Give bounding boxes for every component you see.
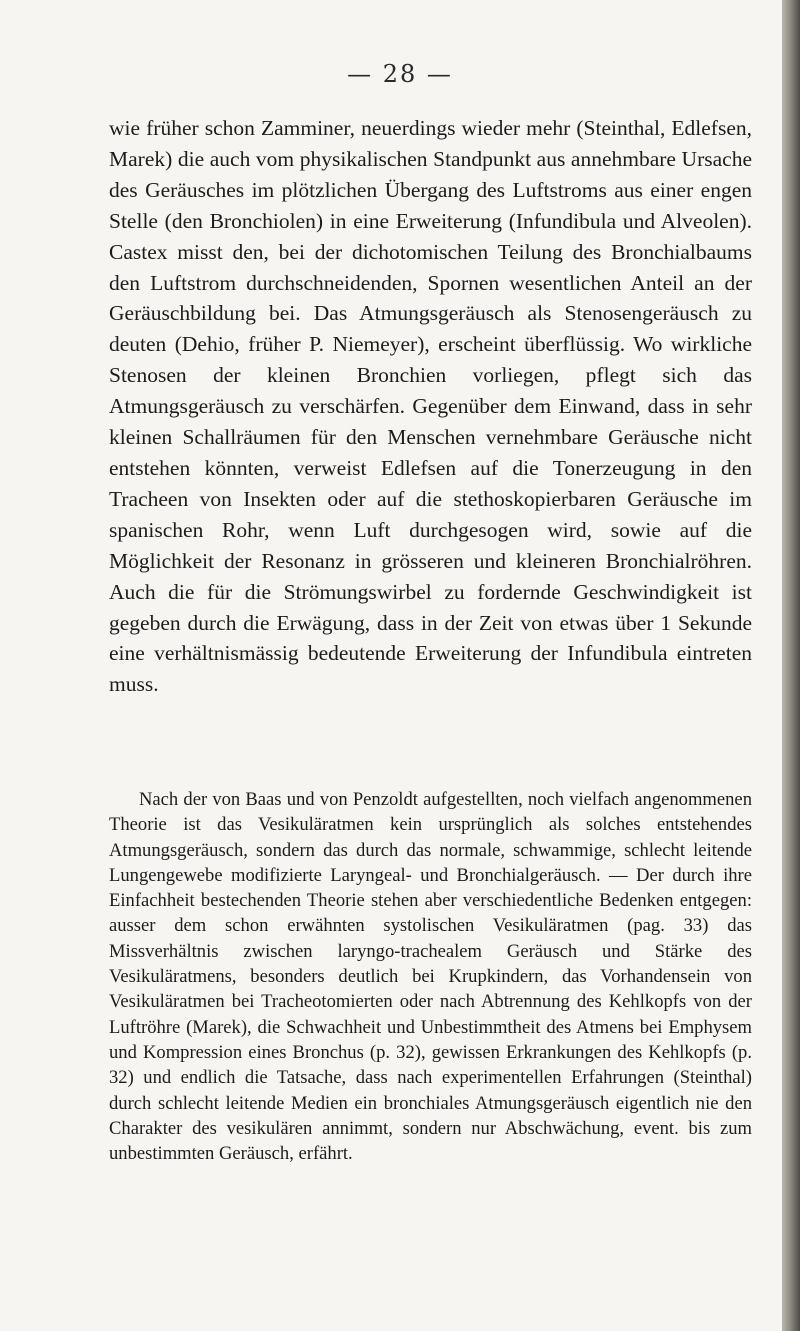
paragraph-2: Nach der von Baas und von Penzoldt aufgestellten, noch vielfach angenommenen Theorie ist das Vesikuläratmen kein ursprünglich als solches entstehendes Atmungsgeräusch, sondern das durch das normale, schwammige, schlecht leitende Lungengewebe modifizierte Laryngeal- und Bronchialgeräusch. — Der durch ihre Einfachheit bestechenden Theorie stehen aber verschiedentliche Bedenken entgegen: ausser dem schon erwähnten systolischen Vesikuläratmen (pag. 33) das Missverhältnis zwischen laryngo-trachealem Geräusch und Stärke des Vesikuläratmens, besonders deutlich bei Krupkindern, das Vorhandensein von Vesikuläratmen bei Tracheotomierten oder nach Abtrennung des Kehlkopfs von der Luftröhre (Marek), die Schwachheit und Unbestimmtheit des Atmens bei Emphysem und Kompression eines Bronchus (p. 32), gewissen Erkrankungen des Kehlkopfs (p. 32) und endlich die Tatsache, dass nach experimentellen Erfahrungen (Steinthal) durch schlecht leitende Medien ein bronchiales Atmungsgeräusch eigentlich nie den Charakter des vesikulären annimmt, sondern nur Abschwächung, event. bis zum unbestimmten Geräusch, erfährt. [109, 789, 752, 1165]
page-number: — 28 — [347, 60, 453, 88]
page-edge-shadow [782, 0, 800, 1331]
paragraph-1: wie früher schon Zamminer, neuerdings wieder mehr (Steinthal, Edlefsen, Marek) die auch vom physikalischen Standpunkt aus annehmbare Ursache des Geräusches im plötzlichen Übergang des Luftstroms aus einer engen Stelle (den Bronchiolen) in eine Erweiterung (Infundibula und Alveolen). Castex misst den, bei der dichotomischen Teilung des Bronchialbaums den Luftstrom durchschneidenden, Spornen wesentlichen Anteil an der Geräuschbildung bei. Das Atmungsgeräusch als Stenosengeräusch zu deuten (Dehio, früher P. Niemeyer), erscheint überflüssig. Wo wirkliche Stenosen der kleinen Bronchien vorliegen, pflegt sich das Atmungsgeräusch zu verschärfen. Gegenüber dem Einwand, dass in sehr kleinen Schallräumen für den Menschen vernehmbare Geräusche nicht entstehen könnten, verweist Edlefsen auf die Tonerzeugung in den Tracheen von Insekten oder auf die stethoskopierbaren Geräusche im spanischen Rohr, wenn Luft durchgesogen wird, sowie auf die Möglichkeit der Resonanz in grösseren und kleineren Bronchialröhren. Auch die für die Strömungswirbel zu fordernde Geschwindigkeit ist gegeben durch die Erwägung, dass in der Zeit von etwas über 1 Sekunde eine verhältnismässig bedeutende Erweiterung der Infundibula eintreten muss. [109, 116, 752, 697]
